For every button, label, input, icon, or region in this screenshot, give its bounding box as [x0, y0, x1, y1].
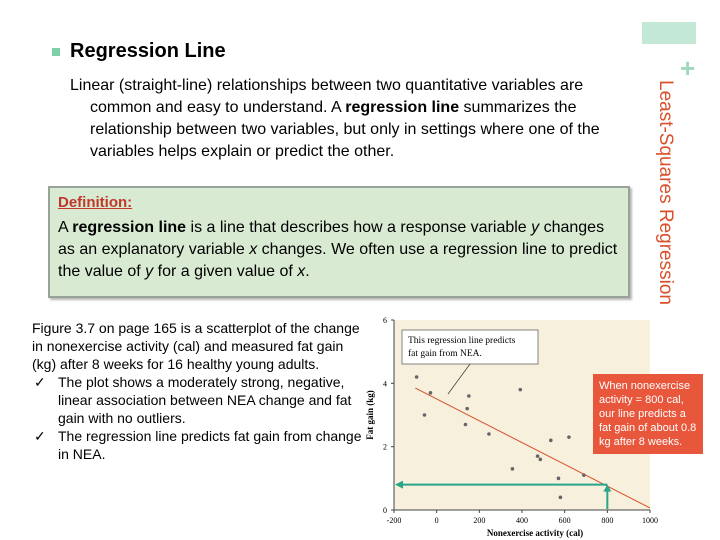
- intro-paragraph: [70, 75, 630, 163]
- list-item: [32, 427, 362, 463]
- def-t4: changes. We often use a regression line to predict the value of: [58, 241, 618, 280]
- y-tick-label: 6: [383, 316, 387, 325]
- square-bullet-icon: [52, 48, 60, 56]
- data-point: [559, 496, 563, 500]
- data-point: [465, 407, 469, 411]
- x-axis-label: Nonexercise activity (cal): [486, 528, 584, 538]
- intro-text-1: Linear (straight-line) relationships between two quantitative variables are common and easy to understand. A: [70, 77, 584, 116]
- data-point: [429, 391, 433, 395]
- list-item: [32, 373, 362, 427]
- y-tick-label: 0: [383, 506, 387, 515]
- def-x1: x: [249, 241, 258, 258]
- y-tick-label: 4: [383, 379, 387, 389]
- data-point: [536, 454, 540, 458]
- data-point: [582, 473, 586, 477]
- prediction-callout: When nonexercise activity = 800 cal, our line predicts a fat gain of about 0.8 kg after 8 weeks.: [593, 374, 703, 454]
- def-t2: is a line that describes how a response variable: [186, 219, 532, 236]
- def-bold-term: regression line: [72, 219, 187, 236]
- def-t1: A: [58, 219, 73, 236]
- def-t6: .: [305, 263, 310, 280]
- checkmark-icon: ✓: [34, 374, 46, 390]
- data-point: [464, 423, 468, 427]
- data-point: [557, 477, 561, 481]
- def-t3: changes as an explanatory variable: [58, 219, 605, 258]
- section-heading: [52, 40, 226, 63]
- intro-text-2: summarizes the relationship between two variables, but only in settings where one of the variables helps explain or predict the other.: [90, 99, 600, 160]
- annotation-line-2: fat gain from NEA.: [408, 349, 482, 359]
- x-tick-label: 600: [558, 516, 571, 525]
- data-point: [467, 394, 471, 398]
- x-tick-label: 1000: [642, 516, 658, 525]
- x-tick-label: 0: [434, 516, 439, 525]
- section-heading-text: Regression Line: [70, 40, 226, 62]
- data-point: [511, 467, 515, 471]
- x-tick-label: 800: [601, 516, 614, 525]
- def-t5: for a given value of: [153, 263, 298, 280]
- definition-title: Definition:: [58, 194, 133, 211]
- bullet-text-2: The regression line predicts fat gain from change in NEA.: [58, 428, 362, 462]
- data-point: [567, 435, 571, 439]
- y-tick-label: 2: [383, 442, 387, 452]
- plus-decoration-icon: +: [680, 53, 696, 83]
- bullet-text-1: The plot shows a moderately strong, negative, linear association between NEA change and fat gain with no outliers.: [58, 374, 352, 426]
- data-point: [415, 375, 419, 379]
- def-y1: y: [531, 219, 540, 236]
- annotation-line-1: This regression line predicts: [408, 336, 516, 346]
- x-tick-label: 400: [516, 516, 528, 525]
- data-point: [487, 432, 491, 436]
- side-title-text: Least-Squares Regression: [655, 80, 676, 305]
- data-point: [518, 388, 522, 392]
- data-point: [549, 439, 553, 443]
- intro-bold-term: regression line: [345, 99, 460, 116]
- figure-description: [32, 319, 362, 463]
- checkmark-icon: ✓: [34, 428, 46, 444]
- x-tick-label: 200: [473, 516, 486, 525]
- def-x2: x: [297, 263, 306, 280]
- x-tick-label: -200: [386, 516, 402, 525]
- y-axis-label: Fat gain (kg): [365, 390, 375, 440]
- corner-decoration: [642, 22, 696, 44]
- side-title: [650, 80, 676, 340]
- figure-bullets: [32, 373, 362, 463]
- definition-box: [48, 186, 630, 298]
- figure-intro: Figure 3.7 on page 165 is a scatterplot of the change in nonexercise activity (cal) and measured fat gain (kg) after 8 weeks for 16 healthy young adults.: [32, 320, 360, 372]
- def-y2: y: [145, 263, 154, 280]
- data-point: [423, 413, 427, 417]
- data-point: [539, 458, 543, 462]
- definition-text: [58, 217, 620, 283]
